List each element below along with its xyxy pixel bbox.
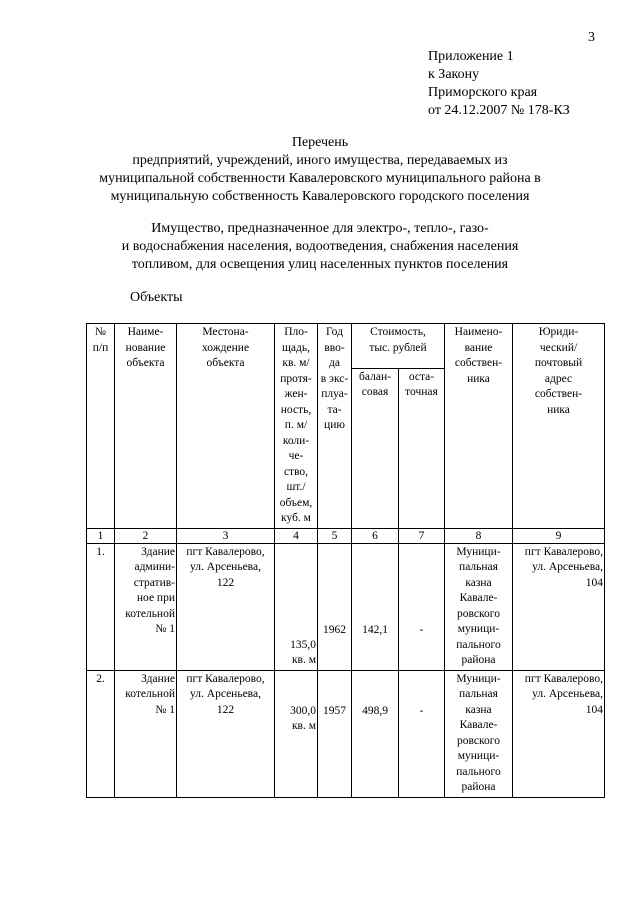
cell-text-line: Пло-: [284, 326, 308, 338]
header-area: [275, 324, 318, 529]
cell-text-line: ное при: [136, 592, 175, 604]
property-table: [86, 323, 605, 798]
row-year: 1957: [318, 670, 352, 797]
cell-text-line: ность,: [280, 403, 312, 416]
subtitle-line: Имущество, предназначенное для электро-, тепло-, газо-: [151, 221, 489, 236]
table-row: [87, 670, 605, 797]
cell-text-line: ровского: [457, 734, 500, 747]
column-number: 7: [399, 528, 445, 543]
document-title: [60, 134, 580, 206]
subtitle-line: и водоснабжения населения, водоотведения, снабжения населения: [121, 239, 519, 254]
cell-text-line: Кавале-: [459, 719, 498, 731]
header-balance: [352, 368, 399, 528]
cell-text-line: муници-: [457, 623, 500, 635]
appendix-reference: [428, 48, 570, 120]
cell-text-line: Кавале-: [459, 592, 498, 604]
row-owner: [445, 670, 513, 797]
cell-text-line: №: [95, 326, 106, 338]
cell-text-line: Муници-: [456, 545, 501, 558]
cell-text-line: ул. Арсеньева,: [190, 561, 261, 573]
cell-text-line: объем,: [279, 496, 313, 509]
cell-text-line: собствен-: [454, 357, 503, 369]
cell-text-line: района: [461, 781, 496, 793]
cell-text-line: Юриди-: [538, 326, 579, 338]
header-address: [513, 324, 605, 529]
cell-text-line: цию: [324, 419, 345, 431]
cell-text-line: кв. м: [291, 654, 316, 666]
title-line: Перечень: [291, 135, 349, 150]
cell-text-line: п/п: [92, 341, 109, 354]
cell-text-line: пгт Кавалерово,: [186, 545, 265, 558]
cell-text-line: 300,0: [290, 704, 316, 717]
cell-text-line: в экс-: [320, 372, 349, 385]
cell-text-line: щадь,: [282, 341, 310, 354]
table-header-row: [87, 324, 605, 369]
column-number: 9: [513, 528, 605, 543]
cell-text-line: района: [461, 654, 496, 666]
cell-text-line: п. м/: [284, 419, 308, 431]
row-area: [275, 543, 318, 670]
cell-text-line: 122: [216, 703, 235, 716]
cell-text-line: нование: [125, 341, 166, 354]
cell-text-line: объекта: [126, 357, 165, 369]
cell-text-line: объекта: [206, 357, 245, 369]
title-line: предприятий, учреждений, иного имущества, передаваемых из: [132, 153, 508, 168]
cell-text-line: ческий/: [539, 341, 578, 354]
row-residual: -: [399, 543, 445, 670]
cell-text-line: 135,0: [290, 638, 316, 651]
cell-text-line: кв. м: [291, 720, 316, 732]
row-name: [115, 543, 177, 670]
column-number: 2: [115, 528, 177, 543]
cell-text-line: пального: [456, 638, 501, 651]
cell-text-line: оста-: [408, 370, 435, 383]
cell-text-line: Наиме-: [127, 326, 164, 338]
cell-text-line: пгт Кавалерово,: [186, 672, 265, 685]
column-number: 4: [275, 528, 318, 543]
row-owner: [445, 543, 513, 670]
cell-text-line: пгт Кавалерово,: [524, 672, 603, 685]
cell-text-line: стратив-: [133, 576, 175, 589]
cell-text-line: Год: [326, 326, 343, 338]
cell-text-line: адрес: [544, 372, 573, 385]
document-subtitle: [60, 220, 580, 274]
row-name: [115, 670, 177, 797]
cell-text-line: 104: [585, 576, 603, 589]
cell-text-line: да: [329, 357, 340, 369]
cell-text-line: ника: [547, 403, 570, 416]
cell-text-line: Муници-: [456, 672, 501, 685]
column-number: 8: [445, 528, 513, 543]
header-num: [87, 324, 115, 529]
cell-text-line: балан-: [359, 370, 391, 383]
header-name: [115, 324, 177, 529]
row-num: 1.: [87, 543, 115, 670]
title-line: муниципальной собственности Кавалеровского муниципального района в: [99, 171, 541, 186]
cell-text-line: ул. Арсеньева,: [532, 688, 603, 700]
cell-text-line: котельной: [125, 688, 175, 700]
cell-text-line: точная: [405, 386, 438, 398]
cell-text-line: Здание: [141, 545, 175, 558]
cell-text-line: собствен-: [534, 388, 583, 400]
row-address: [513, 543, 605, 670]
header-location: [177, 324, 275, 529]
cell-text-line: пгт Кавалерово,: [524, 545, 603, 558]
row-year: 1962: [318, 543, 352, 670]
cell-text-line: казна: [465, 576, 492, 589]
cell-text-line: пальная: [459, 561, 498, 573]
row-num: 2.: [87, 670, 115, 797]
cell-text-line: казна: [465, 703, 492, 716]
row-balance: 142,1: [352, 543, 399, 670]
cell-text-line: вво-: [324, 341, 345, 354]
appendix-line: к Закону: [428, 67, 480, 82]
row-location: [177, 670, 275, 797]
header-year: [318, 324, 352, 529]
row-area: [275, 670, 318, 797]
cell-text-line: Местона-: [202, 326, 249, 338]
cell-text-line: админи-: [134, 561, 175, 573]
cell-text-line: Стоимость,: [370, 326, 426, 338]
page-number: 3: [588, 30, 595, 45]
cell-text-line: ровского: [457, 607, 500, 620]
header-owner: [445, 324, 513, 529]
cell-text-line: 122: [216, 576, 235, 589]
row-address: [513, 670, 605, 797]
row-residual: -: [399, 670, 445, 797]
cell-text-line: ника: [467, 372, 490, 385]
cell-text-line: совая: [361, 386, 389, 398]
cell-text-line: жен-: [284, 388, 308, 400]
cell-text-line: 104: [585, 703, 603, 716]
cell-text-line: коли-: [282, 434, 310, 447]
cell-text-line: муници-: [457, 750, 500, 762]
row-location: [177, 543, 275, 670]
cell-text-line: куб. м: [281, 512, 311, 524]
appendix-line: от 24.12.2007 № 178-КЗ: [428, 103, 570, 118]
cell-text-line: № 1: [155, 623, 175, 635]
title-line: муниципальную собственность Кавалеровского городского поселения: [110, 189, 530, 204]
cell-text-line: пального: [456, 765, 501, 778]
cell-text-line: плуа-: [321, 388, 348, 400]
cell-text-line: че-: [288, 450, 304, 462]
header-cost: [352, 324, 445, 369]
column-number-row: [87, 528, 605, 543]
column-number: 5: [318, 528, 352, 543]
cell-text-line: ул. Арсеньева,: [190, 688, 261, 700]
subtitle-line: топливом, для освещения улиц населенных пунктов поселения: [131, 257, 509, 272]
row-balance: 498,9: [352, 670, 399, 797]
cell-text-line: тыс. рублей: [369, 341, 427, 354]
cell-text-line: № 1: [155, 703, 175, 716]
cell-text-line: хождение: [201, 341, 250, 354]
cell-text-line: вание: [464, 341, 493, 354]
cell-text-line: пальная: [459, 688, 498, 700]
appendix-line: Приложение 1: [428, 49, 514, 64]
cell-text-line: Здание: [141, 672, 175, 685]
cell-text-line: Наимено-: [454, 326, 503, 338]
cell-text-line: шт./: [286, 481, 306, 493]
cell-text-line: кв. м/: [282, 357, 310, 369]
column-number: 6: [352, 528, 399, 543]
cell-text-line: та-: [327, 403, 342, 416]
table-row: [87, 543, 605, 670]
cell-text-line: протя-: [280, 372, 312, 385]
column-number: 1: [87, 528, 115, 543]
cell-text-line: котельной: [125, 607, 175, 620]
section-label: Объекты: [130, 290, 183, 305]
header-residual: [399, 368, 445, 528]
appendix-line: Приморского края: [428, 85, 538, 100]
cell-text-line: почтовый: [534, 357, 583, 369]
cell-text-line: ство,: [283, 465, 309, 478]
column-number: 3: [177, 528, 275, 543]
cell-text-line: ул. Арсеньева,: [532, 561, 603, 573]
